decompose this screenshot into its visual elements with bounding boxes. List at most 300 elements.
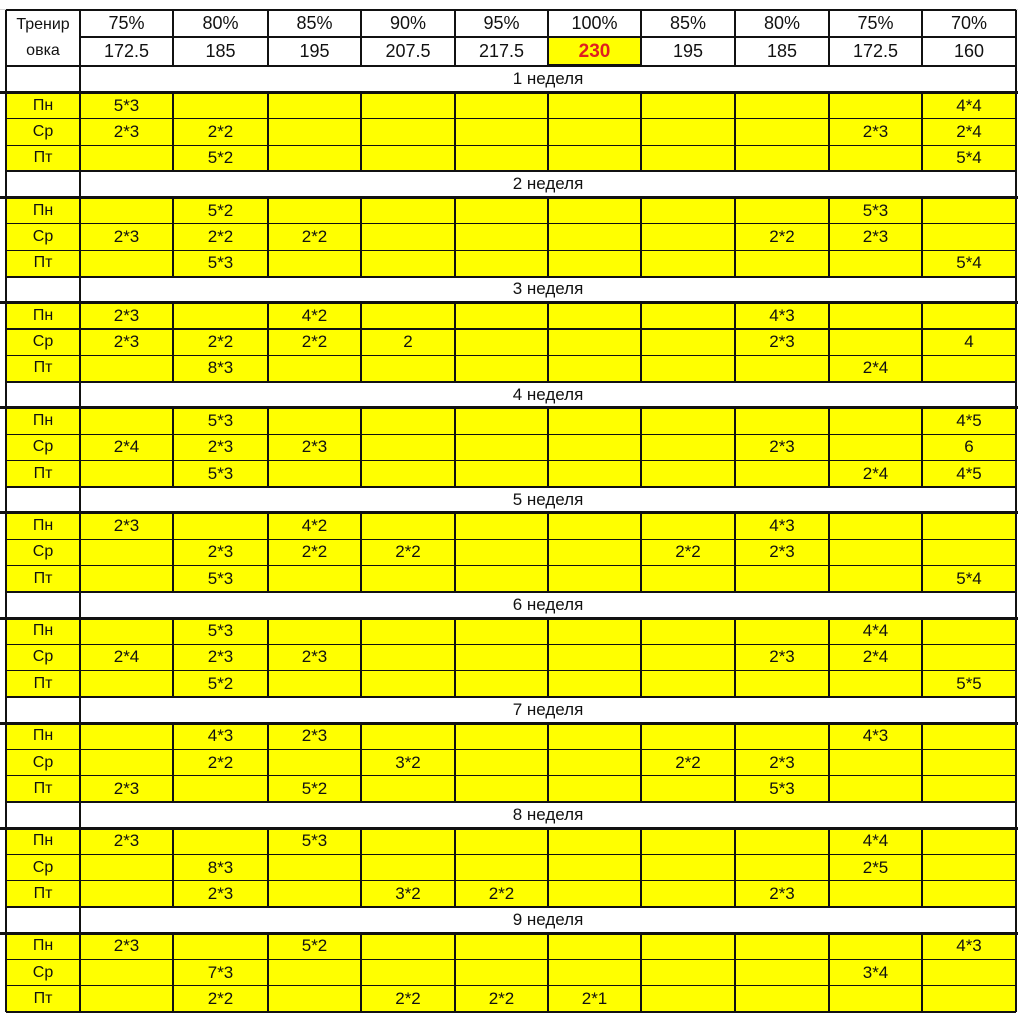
workout-cell[interactable] [455,250,548,276]
workout-cell[interactable] [548,355,641,381]
workout-cell[interactable] [268,960,361,986]
workout-cell[interactable] [735,723,829,749]
workout-cell[interactable]: 2*3 [80,329,173,355]
workout-cell[interactable] [735,855,829,881]
workout-cell[interactable] [361,513,455,539]
day-label[interactable]: Пн [6,513,80,539]
workout-cell[interactable]: 5*3 [173,566,268,592]
day-label[interactable]: Пн [6,933,80,959]
workout-cell[interactable] [173,303,268,329]
workout-cell[interactable]: 5*3 [829,198,922,224]
workout-cell[interactable] [361,93,455,119]
header-percent[interactable]: 80% [202,13,239,33]
workout-cell[interactable]: 5*2 [173,145,268,171]
workout-cell[interactable] [455,933,548,959]
workout-cell[interactable]: 5*4 [922,250,1016,276]
workout-cell[interactable] [361,644,455,670]
workout-cell[interactable]: 4*4 [829,618,922,644]
workout-cell[interactable] [922,355,1016,381]
header-percent[interactable]: 100% [571,13,618,33]
header-weight[interactable]: 172.5 [852,41,899,61]
workout-cell[interactable] [80,460,173,486]
workout-cell[interactable] [548,644,641,670]
workout-cell[interactable] [641,119,735,145]
workout-cell[interactable] [548,119,641,145]
day-label[interactable]: Пт [6,671,80,697]
workout-cell[interactable]: 4*3 [173,723,268,749]
workout-cell[interactable]: 4*3 [735,513,829,539]
workout-cell[interactable] [548,539,641,565]
workout-cell[interactable] [548,855,641,881]
workout-cell[interactable] [829,749,922,775]
workout-cell[interactable] [455,408,548,434]
workout-cell[interactable] [829,671,922,697]
workout-cell[interactable] [268,881,361,907]
workout-cell[interactable] [361,618,455,644]
workout-cell[interactable] [922,855,1016,881]
day-label[interactable]: Пт [6,355,80,381]
workout-cell[interactable] [455,776,548,802]
header-percent[interactable]: 70% [950,13,988,33]
day-label[interactable]: Пт [6,460,80,486]
workout-cell[interactable] [829,408,922,434]
workout-cell[interactable] [80,145,173,171]
workout-cell[interactable]: 4*3 [829,723,922,749]
workout-cell[interactable] [922,960,1016,986]
day-label[interactable]: Пт [6,250,80,276]
workout-cell[interactable] [80,566,173,592]
header-percent[interactable]: 95% [483,13,520,33]
workout-cell[interactable] [361,460,455,486]
workout-cell[interactable] [455,303,548,329]
workout-cell[interactable] [641,198,735,224]
workout-cell[interactable] [641,776,735,802]
day-label[interactable]: Ср [6,644,80,670]
workout-cell[interactable]: 2*2 [173,119,268,145]
workout-cell[interactable] [361,303,455,329]
workout-cell[interactable] [641,513,735,539]
workout-cell[interactable] [455,960,548,986]
workout-cell[interactable]: 5*3 [80,93,173,119]
workout-cell[interactable] [641,303,735,329]
workout-cell[interactable]: 2*2 [641,749,735,775]
workout-cell[interactable] [548,250,641,276]
workout-cell[interactable] [641,329,735,355]
workout-cell[interactable]: 7*3 [173,960,268,986]
workout-cell[interactable] [361,119,455,145]
workout-cell[interactable] [735,960,829,986]
workout-cell[interactable] [735,93,829,119]
workout-cell[interactable]: 4*5 [922,460,1016,486]
workout-cell[interactable] [922,723,1016,749]
workout-cell[interactable] [268,460,361,486]
workout-cell[interactable] [361,671,455,697]
day-label[interactable]: Ср [6,539,80,565]
workout-cell[interactable]: 2*3 [268,723,361,749]
workout-cell[interactable] [268,566,361,592]
workout-cell[interactable] [455,539,548,565]
workout-cell[interactable]: 3*4 [829,960,922,986]
header-weight[interactable]: 207.5 [385,41,431,61]
workout-cell[interactable]: 2*1 [548,986,641,1012]
workout-cell[interactable] [268,618,361,644]
workout-cell[interactable] [361,250,455,276]
header-percent[interactable]: 75% [857,13,894,33]
workout-cell[interactable]: 5*3 [173,618,268,644]
workout-cell[interactable] [361,355,455,381]
workout-cell[interactable] [455,93,548,119]
workout-cell[interactable] [641,618,735,644]
workout-cell[interactable] [641,250,735,276]
workout-cell[interactable]: 2*3 [173,881,268,907]
workout-cell[interactable] [735,986,829,1012]
workout-cell[interactable] [80,198,173,224]
workout-cell[interactable]: 5*2 [268,776,361,802]
workout-cell[interactable] [641,828,735,854]
workout-cell[interactable]: 2*3 [80,933,173,959]
workout-cell[interactable]: 2*4 [829,460,922,486]
workout-cell[interactable]: 2*5 [829,855,922,881]
workout-cell[interactable]: 2*3 [735,329,829,355]
workout-cell[interactable] [641,355,735,381]
workout-cell[interactable] [641,855,735,881]
workout-cell[interactable] [922,644,1016,670]
workout-cell[interactable]: 2*2 [455,986,548,1012]
workout-cell[interactable] [548,224,641,250]
workout-cell[interactable] [829,434,922,460]
workout-cell[interactable] [268,855,361,881]
workout-cell[interactable] [455,434,548,460]
workout-cell[interactable]: 2*3 [735,434,829,460]
workout-cell[interactable] [548,933,641,959]
workout-cell[interactable] [361,198,455,224]
workout-cell[interactable]: 2*4 [80,644,173,670]
workout-cell[interactable] [548,749,641,775]
header-max-weight[interactable]: 230 [548,37,641,66]
workout-cell[interactable]: 2*3 [80,776,173,802]
workout-cell[interactable]: 2*3 [173,434,268,460]
workout-cell[interactable]: 2*3 [80,119,173,145]
day-label[interactable]: Пн [6,198,80,224]
header-weight[interactable]: 185 [766,41,798,61]
workout-cell[interactable] [80,855,173,881]
workout-cell[interactable] [80,250,173,276]
workout-cell[interactable] [548,329,641,355]
workout-cell[interactable]: 2*2 [455,881,548,907]
day-label[interactable]: Пн [6,408,80,434]
header-percent[interactable]: 80% [763,13,801,33]
workout-cell[interactable]: 5*3 [173,408,268,434]
workout-cell[interactable] [922,198,1016,224]
workout-cell[interactable]: 5*3 [735,776,829,802]
day-label[interactable]: Ср [6,960,80,986]
day-label[interactable]: Пн [6,93,80,119]
workout-cell[interactable]: 2*3 [735,539,829,565]
workout-cell[interactable] [922,224,1016,250]
workout-cell[interactable]: 2*2 [268,539,361,565]
workout-cell[interactable] [548,145,641,171]
workout-cell[interactable] [829,329,922,355]
workout-cell[interactable] [641,145,735,171]
workout-cell[interactable] [268,671,361,697]
workout-cell[interactable] [548,460,641,486]
workout-cell[interactable]: 2*3 [735,749,829,775]
workout-cell[interactable]: 4*2 [268,303,361,329]
day-label[interactable]: Пт [6,881,80,907]
workout-cell[interactable] [455,329,548,355]
workout-cell[interactable] [455,618,548,644]
workout-cell[interactable] [641,434,735,460]
workout-cell[interactable]: 3*2 [361,881,455,907]
workout-cell[interactable]: 2*3 [80,224,173,250]
workout-cell[interactable] [361,434,455,460]
workout-cell[interactable]: 2*3 [80,303,173,329]
workout-cell[interactable] [735,198,829,224]
workout-cell[interactable]: 2*2 [641,539,735,565]
workout-cell[interactable] [641,644,735,670]
workout-cell[interactable]: 6 [922,434,1016,460]
workout-cell[interactable]: 2*3 [268,644,361,670]
workout-cell[interactable] [548,723,641,749]
workout-cell[interactable] [735,145,829,171]
workout-cell[interactable] [361,723,455,749]
workout-cell[interactable]: 2*4 [922,119,1016,145]
workout-cell[interactable] [548,408,641,434]
workout-cell[interactable] [548,198,641,224]
workout-cell[interactable] [735,355,829,381]
workout-cell[interactable] [829,93,922,119]
day-label[interactable]: Пт [6,986,80,1012]
workout-cell[interactable]: 5*2 [173,671,268,697]
workout-cell[interactable] [455,198,548,224]
workout-cell[interactable] [922,539,1016,565]
workout-cell[interactable] [361,776,455,802]
workout-cell[interactable] [80,408,173,434]
workout-cell[interactable]: 3*2 [361,749,455,775]
workout-cell[interactable] [922,828,1016,854]
workout-cell[interactable] [641,986,735,1012]
workout-cell[interactable] [829,539,922,565]
workout-cell[interactable] [641,671,735,697]
workout-cell[interactable] [735,460,829,486]
workout-cell[interactable] [829,933,922,959]
workout-cell[interactable] [641,460,735,486]
header-percent[interactable]: 85% [296,13,333,33]
workout-cell[interactable]: 4*4 [829,828,922,854]
workout-cell[interactable] [361,828,455,854]
workout-cell[interactable] [548,881,641,907]
day-label[interactable]: Пн [6,618,80,644]
workout-cell[interactable]: 8*3 [173,355,268,381]
workout-cell[interactable] [641,93,735,119]
workout-cell[interactable]: 4*3 [735,303,829,329]
workout-cell[interactable] [548,566,641,592]
workout-cell[interactable] [829,566,922,592]
workout-cell[interactable] [173,828,268,854]
workout-cell[interactable] [268,119,361,145]
workout-cell[interactable]: 5*4 [922,145,1016,171]
workout-cell[interactable]: 2*3 [829,224,922,250]
workout-cell[interactable]: 2*3 [829,119,922,145]
workout-cell[interactable] [455,513,548,539]
workout-cell[interactable] [735,671,829,697]
workout-cell[interactable] [268,355,361,381]
day-label[interactable]: Ср [6,224,80,250]
workout-cell[interactable] [829,513,922,539]
workout-cell[interactable] [455,119,548,145]
workout-cell[interactable] [455,460,548,486]
workout-cell[interactable] [548,618,641,644]
workout-cell[interactable] [641,224,735,250]
workout-cell[interactable]: 2*2 [173,749,268,775]
workout-cell[interactable] [80,881,173,907]
workout-cell[interactable] [80,723,173,749]
workout-cell[interactable] [268,93,361,119]
workout-cell[interactable] [173,776,268,802]
workout-cell[interactable] [361,855,455,881]
workout-cell[interactable]: 2*2 [361,986,455,1012]
workout-cell[interactable]: 4*3 [922,933,1016,959]
workout-cell[interactable] [641,881,735,907]
workout-cell[interactable] [735,618,829,644]
workout-cell[interactable] [548,93,641,119]
day-label[interactable]: Ср [6,119,80,145]
workout-cell[interactable] [641,933,735,959]
workout-cell[interactable] [829,303,922,329]
header-weight[interactable]: 185 [205,41,236,61]
workout-cell[interactable]: 2 [361,329,455,355]
workout-cell[interactable]: 2*2 [268,329,361,355]
workout-cell[interactable] [455,671,548,697]
workout-cell[interactable]: 5*4 [922,566,1016,592]
day-label[interactable]: Пн [6,303,80,329]
workout-cell[interactable]: 2*3 [173,644,268,670]
workout-cell[interactable] [455,855,548,881]
workout-cell[interactable] [735,566,829,592]
day-label[interactable]: Ср [6,434,80,460]
workout-cell[interactable]: 2*3 [735,881,829,907]
header-weight[interactable]: 160 [953,41,985,61]
workout-cell[interactable] [548,828,641,854]
workout-cell[interactable] [80,671,173,697]
workout-cell[interactable] [641,723,735,749]
workout-cell[interactable] [829,881,922,907]
workout-cell[interactable] [735,119,829,145]
workout-cell[interactable] [829,986,922,1012]
workout-cell[interactable] [829,145,922,171]
workout-cell[interactable]: 2*2 [173,986,268,1012]
workout-cell[interactable]: 5*3 [173,460,268,486]
workout-cell[interactable] [455,145,548,171]
workout-cell[interactable] [173,513,268,539]
header-weight[interactable]: 195 [299,41,330,61]
workout-cell[interactable] [641,566,735,592]
workout-cell[interactable] [173,933,268,959]
day-label[interactable]: Пн [6,723,80,749]
workout-cell[interactable] [268,145,361,171]
workout-cell[interactable] [80,618,173,644]
workout-cell[interactable]: 8*3 [173,855,268,881]
workout-cell[interactable] [922,881,1016,907]
workout-cell[interactable]: 5*2 [173,198,268,224]
workout-cell[interactable]: 2*3 [735,644,829,670]
workout-cell[interactable] [268,749,361,775]
day-label[interactable]: Пн [6,828,80,854]
workout-cell[interactable] [455,828,548,854]
workout-cell[interactable] [829,776,922,802]
workout-cell[interactable] [641,408,735,434]
workout-cell[interactable] [80,539,173,565]
day-label[interactable]: Пт [6,566,80,592]
workout-cell[interactable]: 4 [922,329,1016,355]
day-label[interactable]: Ср [6,855,80,881]
workout-cell[interactable] [80,355,173,381]
header-weight[interactable]: 172.5 [103,41,150,61]
workout-cell[interactable]: 2*2 [173,329,268,355]
workout-cell[interactable] [829,250,922,276]
workout-cell[interactable] [80,960,173,986]
workout-cell[interactable] [80,986,173,1012]
workout-cell[interactable] [735,408,829,434]
workout-cell[interactable] [922,749,1016,775]
workout-cell[interactable] [268,198,361,224]
workout-cell[interactable] [922,618,1016,644]
workout-cell[interactable]: 2*3 [80,828,173,854]
workout-cell[interactable]: 2*3 [268,434,361,460]
workout-cell[interactable] [548,671,641,697]
workout-cell[interactable] [361,145,455,171]
workout-cell[interactable]: 5*3 [173,250,268,276]
workout-cell[interactable] [735,250,829,276]
workout-cell[interactable] [455,644,548,670]
workout-cell[interactable] [268,986,361,1012]
header-percent[interactable]: 85% [669,13,707,33]
workout-cell[interactable] [455,355,548,381]
workout-cell[interactable] [361,566,455,592]
workout-cell[interactable] [455,749,548,775]
workout-cell[interactable] [548,434,641,460]
workout-cell[interactable] [548,776,641,802]
day-label[interactable]: Пт [6,145,80,171]
workout-cell[interactable] [455,224,548,250]
workout-cell[interactable]: 4*2 [268,513,361,539]
workout-cell[interactable] [455,723,548,749]
workout-cell[interactable] [361,224,455,250]
workout-cell[interactable]: 5*3 [268,828,361,854]
day-label[interactable]: Ср [6,329,80,355]
workout-cell[interactable] [80,749,173,775]
workout-cell[interactable] [922,303,1016,329]
workout-cell[interactable] [641,960,735,986]
workout-cell[interactable] [548,513,641,539]
day-label[interactable]: Ср [6,749,80,775]
workout-cell[interactable]: 2*3 [173,539,268,565]
workout-cell[interactable]: 2*4 [829,355,922,381]
workout-cell[interactable] [735,828,829,854]
workout-cell[interactable] [922,986,1016,1012]
workout-cell[interactable] [922,776,1016,802]
workout-cell[interactable]: 2*4 [80,434,173,460]
workout-cell[interactable] [455,566,548,592]
workout-cell[interactable] [268,408,361,434]
header-percent[interactable]: 75% [108,13,145,33]
workout-cell[interactable] [548,303,641,329]
workout-cell[interactable] [361,960,455,986]
workout-cell[interactable] [548,960,641,986]
workout-cell[interactable] [361,933,455,959]
workout-cell[interactable]: 2*2 [268,224,361,250]
workout-cell[interactable]: 2*3 [80,513,173,539]
